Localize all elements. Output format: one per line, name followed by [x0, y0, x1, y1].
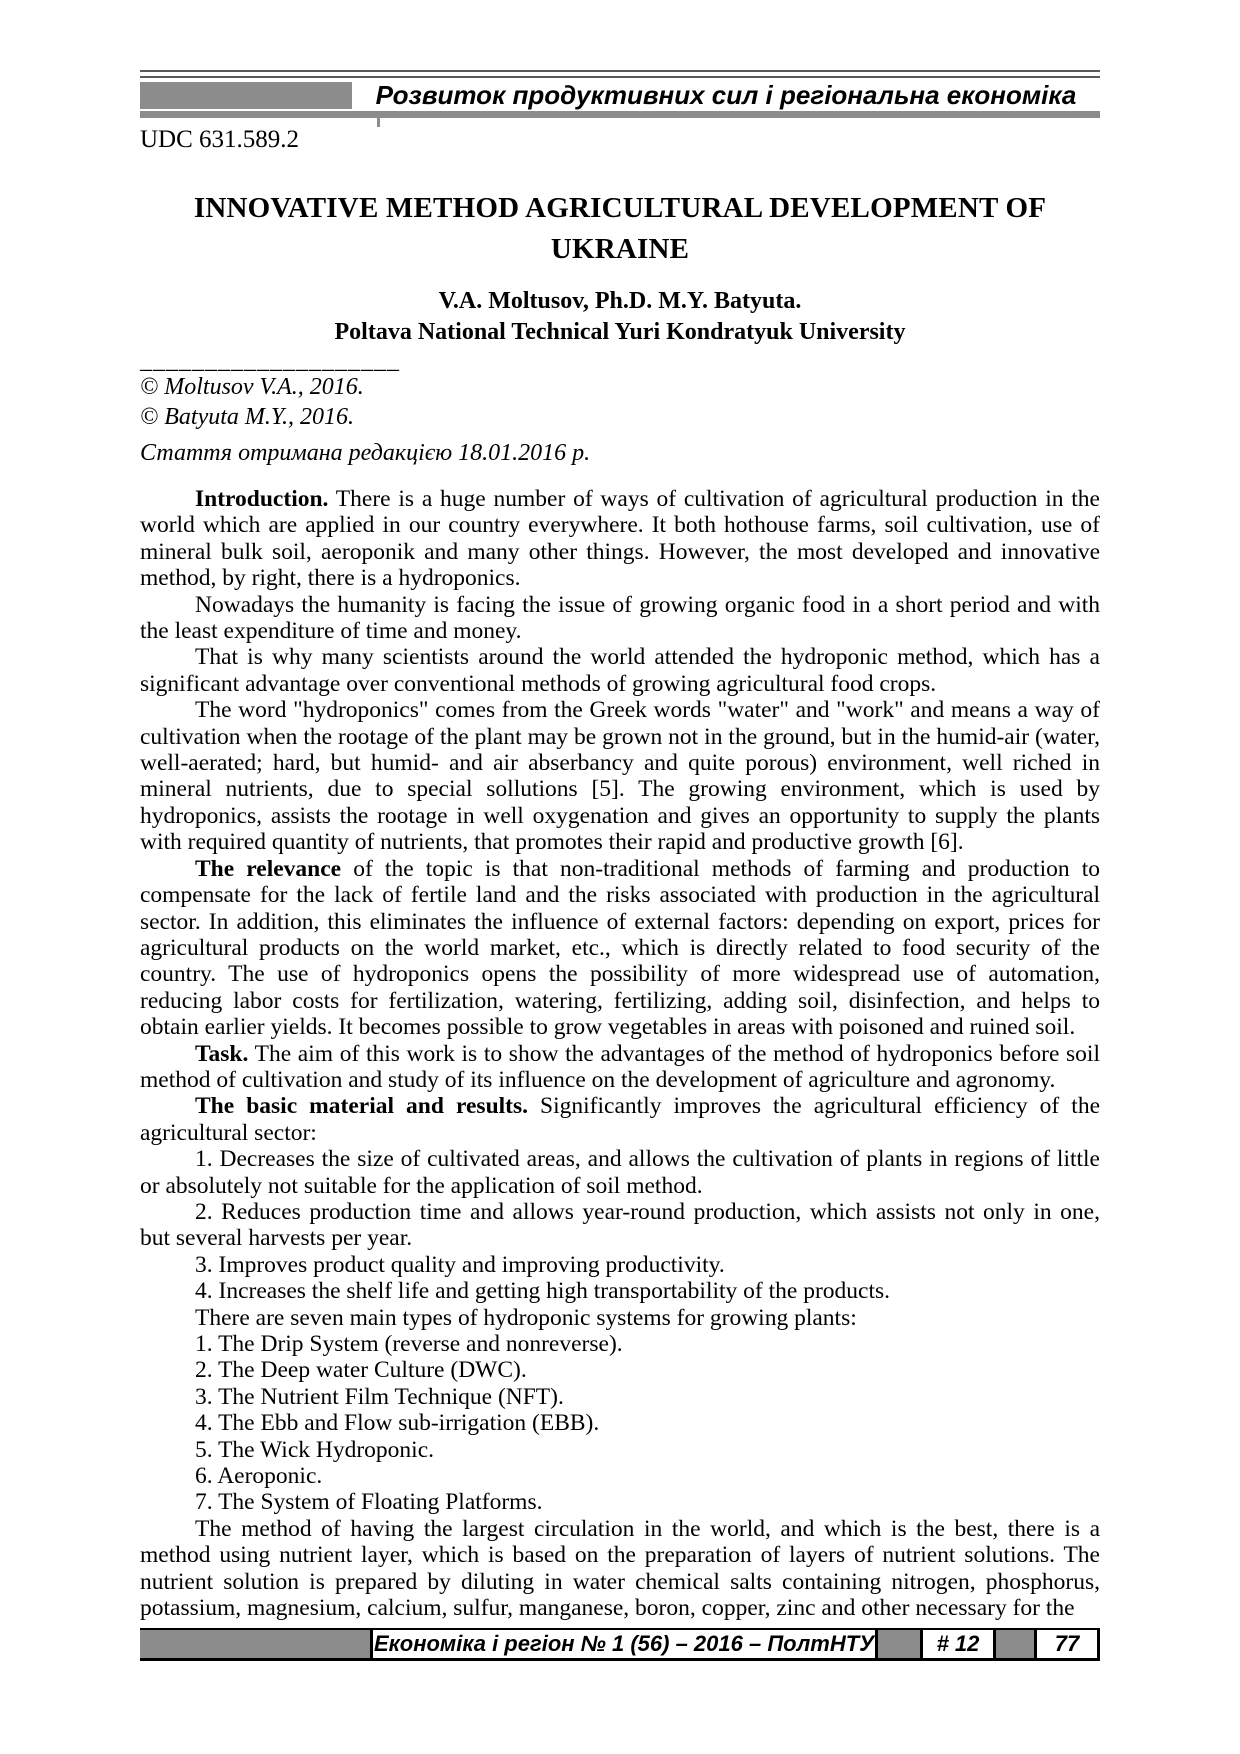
paragraph-lead: The basic material and results.: [195, 1093, 529, 1120]
copyright-line-1: © Moltusov V.A., 2016.: [140, 374, 364, 400]
article-body: [140, 486, 1100, 1621]
article-paragraph: 6. Aeroponic.: [195, 1463, 323, 1490]
article-paragraph: Introduction. There is a huge number of ways of cultivation of agricultural production in the world which are applied in our country everywhere. It both hothouse farms, soil cultivation, use of mineral bulk soil, aeroponik and many other things. However, the most developed and innovative method, by right, there is a hydroponics.: [140, 486, 1100, 592]
copyright-line-2: © Batyuta M.Y., 2016.: [140, 404, 355, 430]
footer-gray-block-mid: [878, 1630, 920, 1658]
copyright-divider: ____________________: [140, 348, 400, 374]
article-title: INNOVATIVE METHOD AGRICULTURAL DEVELOPMENT OF UKRAINE: [193, 192, 1047, 265]
article-paragraph: Task. The aim of this work is to show the advantages of the method of hydroponics before soil method of cultivation and study of its influence on the development of agriculture and agronomy.: [140, 1040, 1100, 1093]
article-paragraph: 5. The Wick Hydroponic.: [195, 1436, 435, 1463]
paragraph-lead: Task.: [195, 1040, 249, 1067]
footer-gray-block-left: [140, 1630, 370, 1658]
affiliation-line: Poltava National Technical Yuri Kondratyuk University: [334, 319, 906, 345]
footer-gray-block-right: [996, 1630, 1034, 1658]
article-paragraph: 1. Decreases the size of cultivated areas, and allows the cultivation of plants in regions of little or absolutely not suitable for the application of soil method.: [140, 1146, 1100, 1199]
footer-row: [140, 1630, 1100, 1658]
authors-line: V.A. Moltusov, Ph.D. M.Y. Batyuta.: [438, 288, 802, 314]
article-paragraph: 7. The System of Floating Platforms.: [195, 1489, 543, 1516]
received-note: Стаття отримана редакцією 18.01.2016 р.: [140, 440, 591, 466]
article-paragraph: 3. Improves product quality and improving productivity.: [195, 1251, 725, 1278]
running-header: [140, 70, 1100, 118]
article-paragraph: 4. The Ebb and Flow sub-irrigation (EBB).: [195, 1410, 600, 1437]
article-paragraph: 3. The Nutrient Film Technique (NFT).: [195, 1383, 564, 1410]
article-paragraph: 1. The Drip System (reverse and nonreverse).: [195, 1331, 623, 1357]
paragraph-lead: The relevance: [195, 855, 342, 882]
header-double-rule: [140, 70, 1100, 78]
header-gray-block: [140, 82, 352, 109]
article-paragraph: That is why many scientists around the world attended the hydroponic method, which has a significant advantage over conventional methods of growing agricultural food crops.: [140, 644, 1100, 697]
footer-issue-number: # 12: [920, 1630, 996, 1658]
article-paragraph: Nowadays the humanity is facing the issue of growing organic food in a short period and with the least expenditure of time and money.: [140, 591, 1100, 645]
article-paragraph: There are seven main types of hydroponic systems for growing plants:: [195, 1304, 857, 1331]
header-row: [140, 80, 1100, 110]
running-footer: [140, 1628, 1100, 1661]
article-paragraph: The word "hydroponics" comes from the Greek words "water" and "work" and means a way of cultivation when the rootage of the plant may be grown not in the ground, but in the humid-air (water, well-aerated; hard, but humid- and air abserbancy and quite porous) environment, well riched in mineral nutrients, due to special sollutions [5]. The growing environment, which is used by hydroponics, assists the rootage in well oxygenation and gives an opportunity to supply the plants with required quantity of nutrients, that promotes their rapid and productive growth [6].: [140, 697, 1100, 856]
copyright-block: [140, 350, 1100, 432]
udc-code: UDC 631.589.2: [140, 126, 300, 153]
footer-page-number: 77: [1034, 1630, 1100, 1658]
article-paragraph: The basic material and results. Significantly improves the agricultural efficiency of the agricultural sector:: [140, 1093, 1100, 1146]
paragraph-lead: Introduction.: [195, 486, 329, 512]
article-paragraph: The relevance of the topic is that non-traditional methods of farming and production to compensate for the lack of fertile land and the risks associated with production in the agricultural sector. In addition, this eliminates the influence of external factors: depending on export, prices for agricultural products on the world market, etc., which is directly related to food security of the country. The use of hydroponics opens the possibility of more widespread use of automation, reducing labor costs for fertilization, watering, fertilizing, adding soil, disinfection, and helps to obtain earlier yields. It becomes possible to grow vegetables in areas with poisoned and ruined soil.: [140, 855, 1100, 1041]
authors-block: [140, 286, 1100, 348]
article-paragraph: 2. Reduces production time and allows year-round production, which assists not only in one, but several harvests per year.: [140, 1198, 1100, 1252]
journal-section-title: Розвиток продуктивних сил і регіональна економіка: [375, 80, 1077, 110]
header-gray-bar: [140, 111, 1100, 118]
article-paragraph: 4. Increases the shelf life and getting high transportability of the products.: [195, 1278, 891, 1305]
article-paragraph: The method of having the largest circulation in the world, and which is the best, there is a method using nutrient layer, which is based on the preparation of layers of nutrient solutions. The nutrient solution is prepared by diluting in water chemical salts containing nitrogen, phosphorus, potassium, magnesium, calcium, sulfur, manganese, boron, copper, zinc and other necessary for the: [140, 1515, 1100, 1622]
article-paragraph: 2. The Deep water Culture (DWC).: [195, 1357, 527, 1384]
footer-journal-info: Економіка і регіон № 1 (56) – 2016 – ПолтНТУ: [370, 1630, 878, 1658]
